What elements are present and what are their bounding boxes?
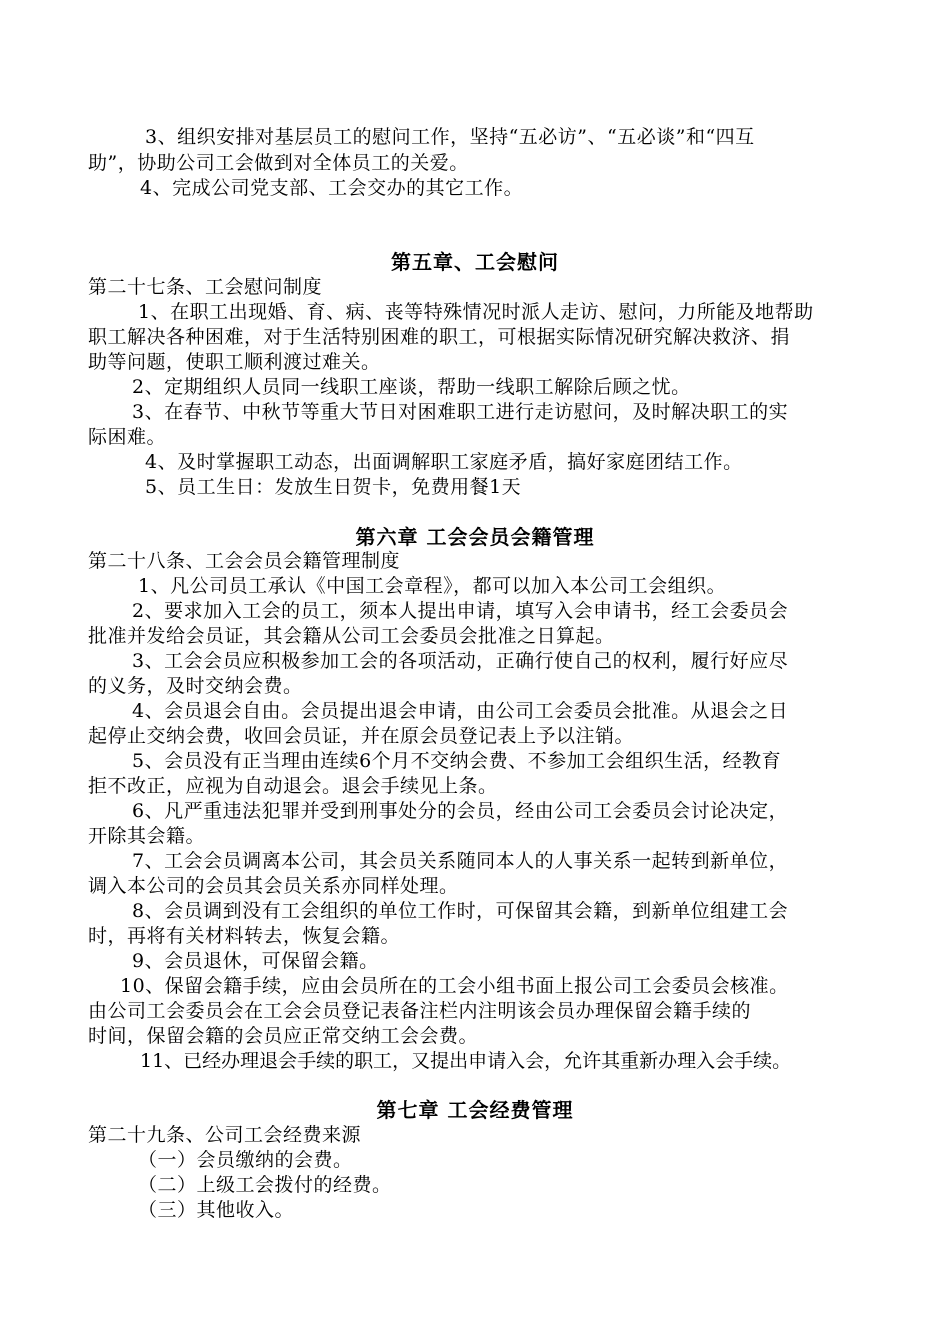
paragraph-line: 4、会员退会自由。会员提出退会申请，由公司工会委员会批准。从退会之日 [132,700,789,722]
list-item: （一）会员缴纳的会费。 [138,1149,353,1171]
paragraph-line: 8、会员调到没有工会组织的单位工作时，可保留其会籍，到新单位组建工会 [132,900,789,922]
paragraph-line: 批准并发给会员证，其会籍从公司工会委员会批准之日算起。 [88,625,615,647]
paragraph-line: 职工解决各种困难，对于生活特别困难的职工，可根据实际情况研究解决救济、捐 [88,326,791,348]
paragraph-line: 6、凡严重违法犯罪并受到刑事处分的会员，经由公司工会委员会讨论决定， [132,800,789,822]
paragraph-line: 9、会员退休，可保留会籍。 [132,950,379,972]
article-28-heading: 第二十八条、工会会员会籍管理制度 [88,550,401,572]
chapter-7-heading: 第七章 工会经费管理 [376,1098,574,1122]
paragraph-line: 3、工会会员应积极参加工会的各项活动，正确行使自己的权利，履行好应尽 [132,650,789,672]
chapter-6-heading: 第六章 工会会员会籍管理 [355,525,595,549]
paragraph-line: 由公司工会委员会在工会会员登记表备注栏内注明该会员办理保留会籍手续的 [88,1000,752,1022]
paragraph-line: 拒不改正，应视为自动退会。退会手续见上条。 [88,775,498,797]
article-29-heading: 第二十九条、公司工会经费来源 [88,1124,362,1146]
paragraph-line: 开除其会籍。 [88,825,206,847]
paragraph-line: 调入本公司的会员其会员关系亦同样处理。 [88,875,459,897]
paragraph-line: 11、已经办理退会手续的职工，又提出申请入会，允许其重新办理入会手续。 [140,1050,792,1072]
paragraph-line: 的义务，及时交纳会费。 [88,675,303,697]
paragraph-line: 5、员工生日：发放生日贺卡，免费用餐1天 [145,476,522,498]
paragraph-line: 助等问题，使职工顺利渡过难关。 [88,351,381,373]
paragraph-line: 3、在春节、中秋节等重大节日对困难职工进行走访慰问，及时解决职工的实 [132,401,789,423]
paragraph-line: 10、保留会籍手续，应由会员所在的工会小组书面上报公司工会委员会核准。 [120,975,789,997]
article-27-heading: 第二十七条、工会慰问制度 [88,276,323,298]
paragraph-line: 1、在职工出现婚、育、病、丧等特殊情况时派人走访、慰问，力所能及地帮助 [138,301,814,323]
paragraph-line: 1、凡公司员工承认《中国工会章程》，都可以加入本公司工会组织。 [138,575,727,597]
paragraph-line: 5、会员没有正当理由连续6个月不交纳会费、不参加工会组织生活，经教育 [132,750,782,772]
paragraph-line: 4、完成公司党支部、工会交办的其它工作。 [140,177,524,199]
chapter-5-heading: 第五章、工会慰问 [391,250,559,274]
paragraph-line: 2、定期组织人员同一线职工座谈，帮助一线职工解除后顾之忧。 [132,376,691,398]
paragraph-line: 4、及时掌握职工动态，出面调解职工家庭矛盾，搞好家庭团结工作。 [145,451,743,473]
paragraph-line: 2、要求加入工会的员工，须本人提出申请，填写入会申请书，经工会委员会 [132,600,789,622]
list-item: （三）其他收入。 [138,1199,295,1221]
paragraph-line: 起停止交纳会费，收回会员证，并在原会员登记表上予以注销。 [88,725,635,747]
paragraph-line: 际困难。 [88,426,167,448]
paragraph-line: 时，再将有关材料转去，恢复会籍。 [88,925,401,947]
list-item: （二）上级工会拨付的经费。 [138,1174,392,1196]
paragraph-line: 7、工会会员调离本公司，其会员关系随同本人的人事关系一起转到新单位， [132,850,789,872]
paragraph-line: 时间，保留会籍的会员应正常交纳工会会费。 [88,1025,479,1047]
paragraph-line: 助”，协助公司工会做到对全体员工的关爱。 [88,152,469,174]
paragraph-line: 3、组织安排对基层员工的慰问工作，坚持“五必访”、“五必谈”和“四互 [145,126,755,148]
